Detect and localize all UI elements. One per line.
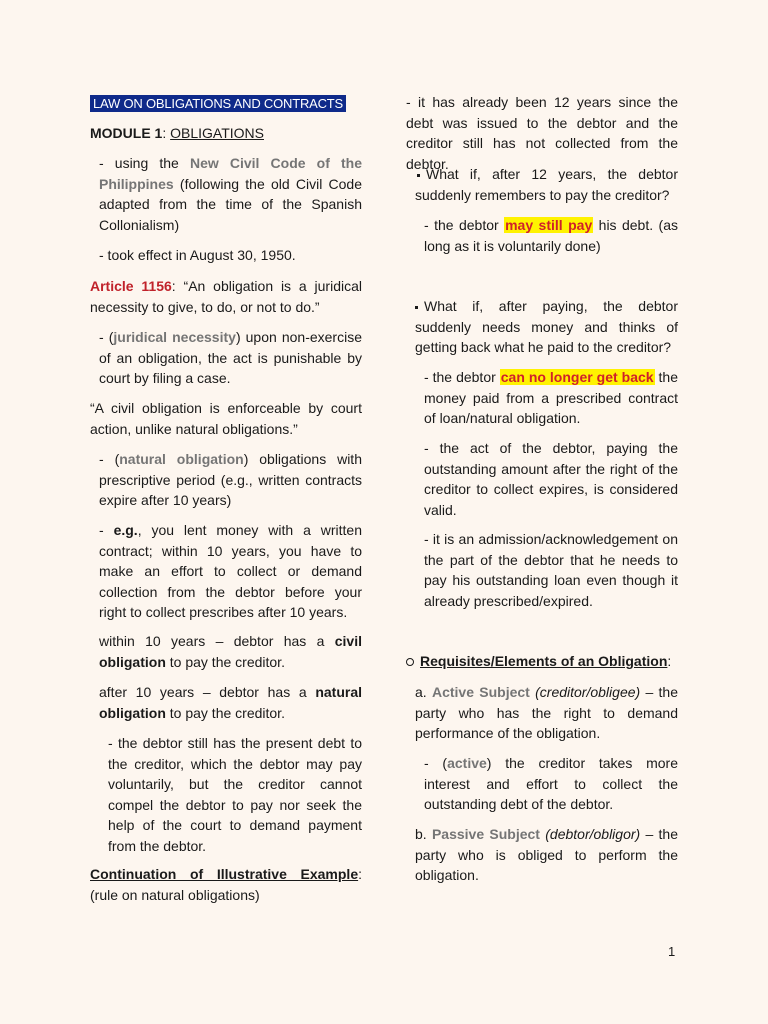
natural-obligation-term: natural obligation [119,451,244,467]
text: b. [415,826,432,842]
text: - ( [99,451,120,467]
paragraph-example [99,520,362,623]
continuation-heading [90,864,362,905]
active-subject-aka: (creditor/obligee) [529,684,641,700]
article-label: Article 1156 [90,278,172,294]
requisites-label: Requisites/Elements of an Obligation [420,653,668,669]
text: - the debtor [424,369,500,385]
text: - [99,522,114,538]
text: his debt. (as long as it is voluntarily done) [424,217,678,254]
text: - the debtor [424,217,505,233]
text: – the party who has the right to demand performance of the obligation. [415,684,679,741]
civil-code-term: New Civil Code of the Philippines [99,155,362,192]
passive-subject-aka: (debtor/obligor) [539,826,641,842]
text: to pay the creditor. [165,653,285,670]
active-term: active [447,755,487,771]
paragraph-after-10-years [99,682,362,723]
active-subject [415,682,678,744]
text: ) the creditor takes more interest and effort to collect the outstanding debt of the debtor. [424,755,678,812]
answer-cannot-get-back [424,367,678,429]
highlight-cannot-get-back: can no longer get back [500,369,654,385]
paragraph-admission [424,529,678,611]
paragraph-debtor-still-has-debt [108,733,362,856]
text: - ( [99,329,114,345]
paragraph-12-years [406,92,678,174]
paragraph-juridical-necessity [99,327,362,389]
passive-subject [415,824,678,886]
text: - took effect in August 30, 1950. [99,247,296,263]
eg-label: e.g. [113,522,138,538]
module-name: OBLIGATIONS [170,125,264,141]
square-bullet-icon [417,174,420,177]
text: - the act of the debtor, paying the outstanding amount after the right of the creditor to collect expires, is considered valid. [424,440,678,518]
text: within 10 years – debtor has a [99,633,335,649]
document-title [90,93,362,114]
text: after 10 years – debtor has a [99,684,316,700]
text: - it has already been 12 years since the debt was issued to the debtor and the creditor still has not collected from the debtor. [406,94,678,172]
text: - the debtor still has the present debt to the creditor, which the debtor may pay voluntarily, but the creditor cannot compel the debtor to pay nor seek the help of the court to demand payment from the debtor. [108,735,362,854]
page-number: 1 [668,944,676,959]
title-highlight: LAW ON OBLIGATIONS AND CONTRACTS [90,95,346,112]
module-label: MODULE 1 [90,125,163,141]
module-sep: : [162,125,171,141]
passive-subject-term: Passive Subject [431,826,540,842]
article-1156 [90,276,362,317]
circle-bullet-icon [406,658,414,666]
text: a. [415,684,432,700]
text: to pay the creditor. [165,704,285,721]
quote-civil-obligation [90,398,362,439]
paragraph-effect-date [99,245,362,266]
text: What if, after 12 years, the debtor suddenly remembers to pay the creditor? [415,166,678,203]
civil-obligation-term: civil obligation [99,633,362,670]
text: : [667,653,672,669]
text: : (rule on natural obligations) [90,866,362,903]
text: – the party who is obliged to perform the obligation. [415,826,678,883]
paragraph-within-10-years [99,631,362,672]
article-text: : “An obligation is a juridical necessity to give, to do, or not to do.” [90,278,362,315]
text: - it is an admission/acknowledgement on the part of the debtor that he needs to pay his outstanding loan even though it already prescribed/expired. [424,531,678,609]
natural-obligation-bold: natural obligation [99,684,362,721]
paragraph-natural-obligation [99,449,362,511]
question-remembers-to-pay [415,164,678,205]
text: What if, after paying, the debtor suddenly needs money and thinks of getting back what he paid to the creditor? [415,298,678,355]
paragraph-act-valid [424,438,678,520]
text: “A civil obligation is enforceable by court action, unlike natural obligations.” [90,400,362,437]
text: ) obligations with prescriptive period (e.g., written contracts expire after 10 years) [99,451,362,508]
juridical-necessity-term: juridical necessity [113,329,236,345]
text: - using the [99,155,190,171]
paragraph-active [424,753,678,815]
continuation-label: Continuation of Illustrative Example [90,866,359,882]
question-getting-back [415,296,678,358]
text: - ( [424,755,448,771]
active-subject-term: Active Subject [431,684,530,700]
requisites-heading [406,651,678,672]
answer-may-still-pay [424,215,678,256]
square-bullet-icon [415,306,418,309]
highlight-may-still-pay: may still pay [505,217,593,233]
module-heading [90,123,362,144]
text: the money paid from a prescribed contract of loan/natural obligation. [424,369,678,426]
paragraph-civil-code [99,153,362,235]
text: (following the old Civil Code adapted from the time of the Spanish Collonialism) [99,175,362,233]
text: , you lent money with a written contract; within 10 years, you have to make an effort to collect or demand collection from the debtor before your right to collect prescribes after 10 years. [99,522,362,620]
text: ) upon non-exercise of an obligation, the act is punishable by court by filing a case. [99,329,362,386]
